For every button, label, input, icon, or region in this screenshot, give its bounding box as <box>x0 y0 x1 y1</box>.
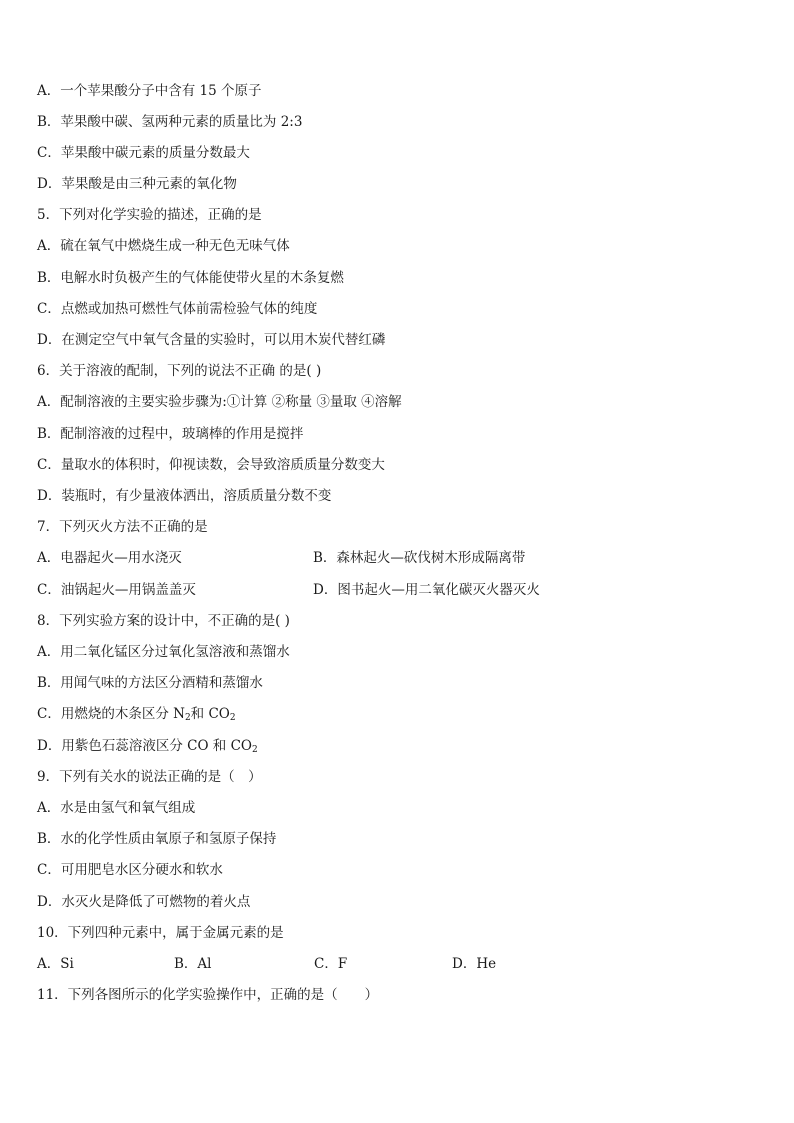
q9-option-b: B．水的化学性质由氧原子和氢原子保持 <box>37 831 277 847</box>
q9-option-c: C．可用肥皂水区分硬水和软水 <box>37 862 223 878</box>
q8-option-b: B．用闻气味的方法区分酒精和蒸馏水 <box>37 675 263 691</box>
q8-option-a: A．用二氧化锰区分过氧化氢溶液和蒸馏水 <box>37 644 290 660</box>
q8-option-c-text-1: C．用燃烧的木条区分 N <box>37 706 185 722</box>
q4-option-d: D．苹果酸是由三种元素的氧化物 <box>37 176 237 192</box>
q8-option-d-text: D．用紫色石蕊溶液区分 CO 和 CO <box>37 738 252 754</box>
q10-option-c: C．F <box>314 956 348 972</box>
q7-option-c: C．油锅起火—用锅盖盖灭 <box>37 582 196 598</box>
q7-row-1 <box>37 548 526 568</box>
q8-option-c-sub-2: 2 <box>229 713 236 723</box>
q8-stem: 8．下列实验方案的设计中，不正确的是( ) <box>37 613 290 629</box>
q4-option-a: A．一个苹果酸分子中含有 15 个原子 <box>37 83 262 99</box>
q10-option-a: A．Si <box>37 956 74 972</box>
q7-option-b: B．森林起火—砍伐树木形成隔离带 <box>313 550 526 566</box>
q7-option-d: D．图书起火—用二氧化碳灭火器灭火 <box>313 582 540 598</box>
q10-option-d: D．He <box>452 956 497 972</box>
q6-option-a: A．配制溶液的主要实验步骤为:①计算 ②称量 ③量取 ④溶解 <box>37 394 402 410</box>
q11-stem: 11．下列各图所示的化学实验操作中，正确的是（ ） <box>37 987 379 1003</box>
q5-option-c: C．点燃或加热可燃性气体前需检验气体的纯度 <box>37 301 318 317</box>
q10-option-b: B．Al <box>174 956 212 972</box>
q8-option-c-text-2: 和 CO <box>190 706 230 722</box>
q6-option-d: D．装瓶时，有少量液体洒出，溶质质量分数不变 <box>37 488 332 504</box>
q8-option-d-sub: 2 <box>252 745 258 755</box>
q9-option-d: D．水灭火是降低了可燃物的着火点 <box>37 894 251 910</box>
q5-option-d: D．在测定空气中氧气含量的实验时，可以用木炭代替红磷 <box>37 332 386 348</box>
q8-option-c <box>37 704 236 724</box>
q6-stem: 6．关于溶液的配制，下列的说法不正确 的是( ) <box>37 363 322 379</box>
q9-option-a: A．水是由氢气和氧气组成 <box>37 800 196 816</box>
q6-option-c: C．量取水的体积时，仰视读数，会导致溶质质量分数变大 <box>37 457 385 473</box>
q4-option-c: C．苹果酸中碳元素的质量分数最大 <box>37 145 250 161</box>
q7-row-2 <box>37 580 540 600</box>
q5-stem: 5．下列对化学实验的描述，正确的是 <box>37 207 262 223</box>
q8-option-d <box>37 736 258 756</box>
q5-option-a: A．硫在氧气中燃烧生成一种无色无味气体 <box>37 238 290 254</box>
q8-option-c-sub-1: 2 <box>184 713 191 723</box>
q5-option-b: B．电解水时负极产生的气体能使带火星的木条复燃 <box>37 270 344 286</box>
q9-stem: 9．下列有关水的说法正确的是（ ） <box>37 769 262 785</box>
q10-stem: 10．下列四种元素中，属于金属元素的是 <box>37 925 284 941</box>
q4-option-b: B．苹果酸中碳、氢两种元素的质量比为 2:3 <box>37 114 303 130</box>
q7-stem: 7．下列灭火方法不正确的是 <box>37 519 208 535</box>
q6-option-b: B．配制溶液的过程中，玻璃棒的作用是搅拌 <box>37 426 304 442</box>
q7-option-a: A．电器起火—用水浇灭 <box>37 550 182 566</box>
